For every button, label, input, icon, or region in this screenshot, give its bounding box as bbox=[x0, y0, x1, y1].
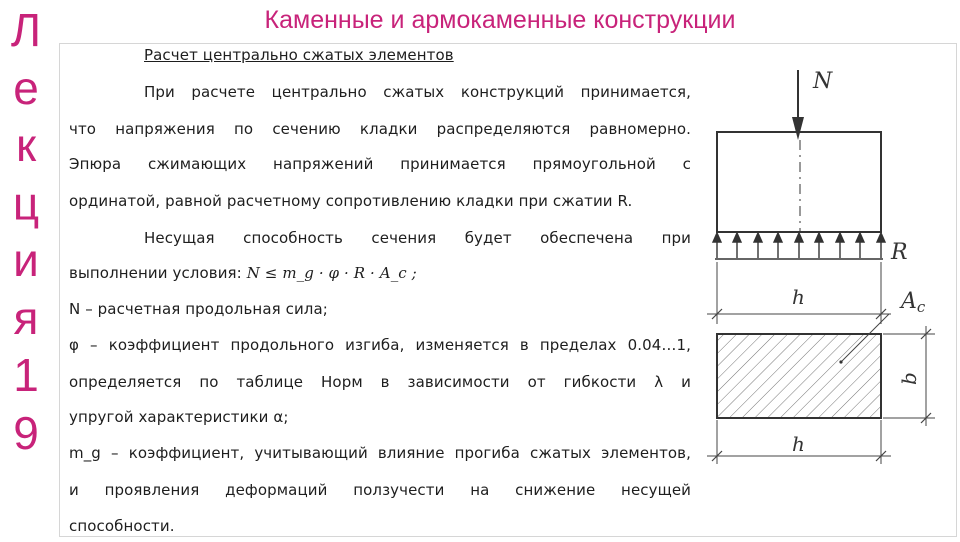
section-heading: Расчет центрально сжатых элементов bbox=[144, 46, 454, 64]
capacity-formula: N ≤ m_g · φ · R · A_c ; bbox=[246, 264, 417, 282]
vertical-lecture-title bbox=[0, 0, 52, 542]
definition-n: N – расчетная продольная сила; bbox=[69, 300, 328, 318]
compression-diagram bbox=[703, 62, 943, 472]
text-line: и проявления деформаций ползучести на снижение несущей bbox=[69, 481, 691, 499]
text-line: При расчете центрально сжатых конструкций принимается, bbox=[144, 83, 691, 101]
diagram-svg bbox=[703, 62, 943, 472]
text-line: что напряжения по сечению кладки распределяются равномерно. bbox=[69, 120, 691, 138]
text-line: способности. bbox=[69, 517, 175, 535]
element-elevation bbox=[717, 132, 881, 232]
label-n: N bbox=[813, 69, 833, 94]
vertical-letter: ц bbox=[12, 176, 40, 229]
definition-phi: φ – коэффициент продольного изгиба, изменяется в пределах 0.04…1, bbox=[69, 336, 691, 354]
definition-mg: m_g – коэффициент, учитывающий влияние прогиба сжатых элементов, bbox=[69, 444, 691, 462]
vertical-letter: я bbox=[13, 291, 39, 344]
text-line: определяется по таблице Норм в зависимости от гибкости λ и bbox=[69, 373, 691, 391]
vertical-letter: и bbox=[13, 234, 39, 286]
stress-arrows bbox=[713, 233, 885, 258]
label-h-top: h bbox=[792, 285, 805, 309]
load-arrow-head bbox=[792, 117, 804, 140]
label-h-bottom: h bbox=[792, 432, 805, 456]
slide-title: Каменные и армокаменные конструкции bbox=[264, 6, 736, 34]
label-r: R bbox=[891, 240, 908, 265]
vertical-letter: 1 bbox=[13, 349, 39, 401]
condition-line bbox=[69, 262, 417, 284]
text-line: Несущая способность сечения будет обеспечена при bbox=[144, 229, 691, 247]
vertical-letter: Л bbox=[10, 4, 42, 56]
condition-text: выполнении условия: bbox=[69, 264, 242, 282]
label-ac: Ac bbox=[901, 289, 926, 316]
label-b: b bbox=[897, 372, 921, 385]
text-line: упругой характеристики α; bbox=[69, 408, 289, 426]
text-line: Эпюра сжимающих напряжений принимается прямоугольной с bbox=[69, 155, 691, 173]
vertical-letter: е bbox=[13, 61, 39, 114]
vertical-letter: к bbox=[15, 119, 37, 171]
text-line: ординатой, равной расчетному сопротивлению кладки при сжатии R. bbox=[69, 192, 633, 210]
vertical-letter: 9 bbox=[13, 406, 39, 459]
